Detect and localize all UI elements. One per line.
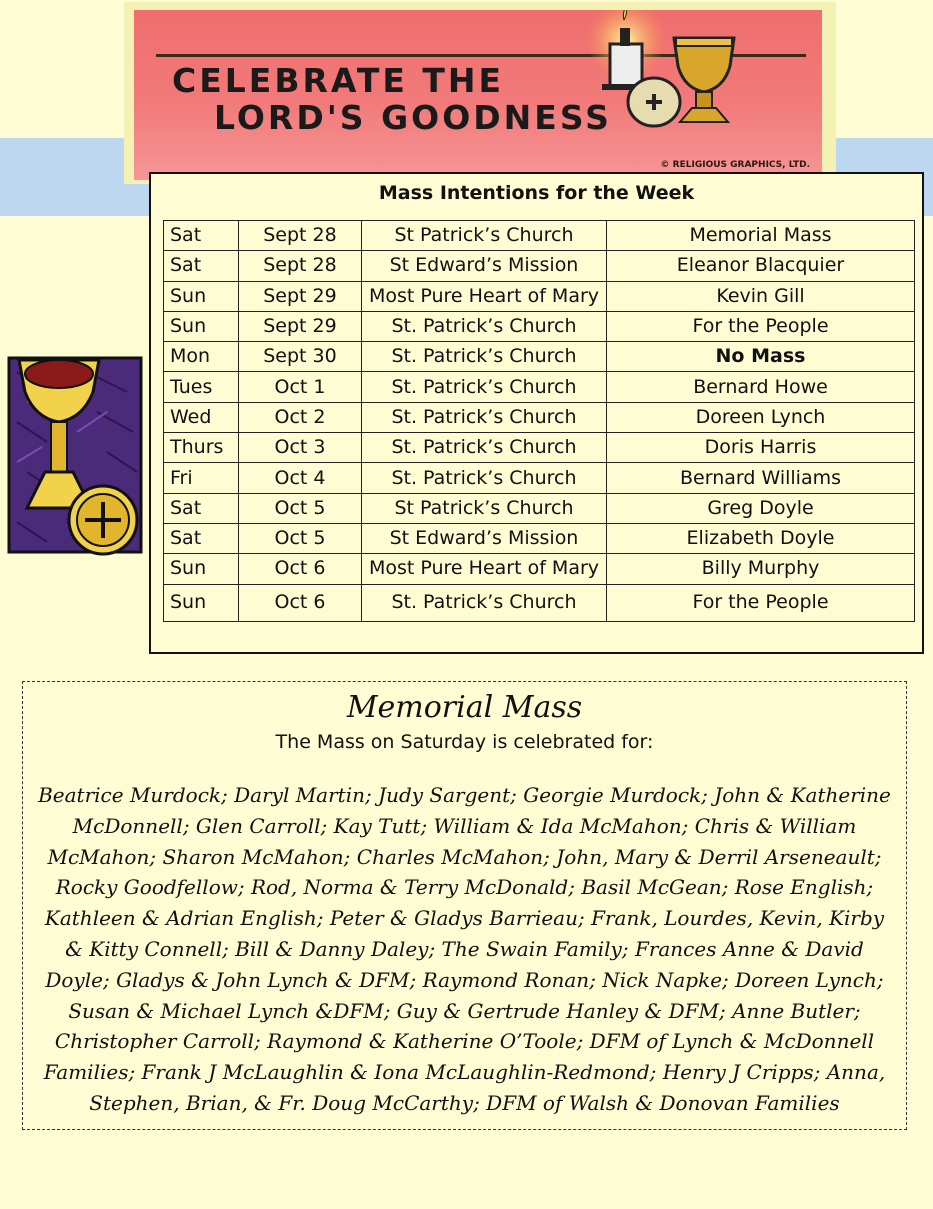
church-cell: St Patrick’s Church	[362, 493, 607, 523]
intention-cell: Greg Doyle	[607, 493, 915, 523]
mass-intentions-title: Mass Intentions for the Week	[378, 182, 695, 204]
church-cell: St Edward’s Mission	[362, 251, 607, 281]
day-cell: Wed	[164, 402, 239, 432]
intention-cell: Eleanor Blacquier	[607, 251, 915, 281]
intention-cell: Memorial Mass	[607, 221, 915, 251]
church-cell: St. Patrick’s Church	[362, 342, 607, 372]
memorial-names: Beatrice Murdock; Daryl Martin; Judy Sargent; Georgie Murdock; John & Katherine McDonnell; Glen Carroll; Kay Tutt; William & Ida McMahon; Chris & William McMahon; Sharon McMahon; Charles McMahon; John, Mary & Derril Arseneault; Rocky Goodfellow; Rod, Norma & Terry McDonald; Basil McGean; Rose English; Kathleen & Adrian English; Peter & Gladys Barrieau; Frank, Lourdes, Kevin, Kirby & Kitty Connell; Bill & Danny Daley; The Swain Family; Frances Anne & David Doyle; Gladys & John Lynch & DFM; Raymond Ronan; Nick Napke; Doreen Lynch; Susan & Michael Lynch &DFM; Guy & Gertrude Hanley & DFM; Anne Butler; Christopher Carroll; Raymond & Katherine O’Toole; DFM of Lynch & McDonnell Families; Frank J McLaughlin & Iona McLaughlin-Redmond; Henry J Cripps; Anna, Stephen, Brian, & Fr. Doug McCarthy; DFM of Walsh & Donovan Families	[38, 783, 891, 1115]
intention-cell: No Mass	[607, 342, 915, 372]
day-cell: Sat	[164, 493, 239, 523]
day-cell: Sun	[164, 584, 239, 621]
memorial-heading: Memorial Mass	[346, 690, 583, 725]
date-cell: Sept 28	[239, 251, 362, 281]
intention-cell: For the People	[607, 311, 915, 341]
table-row	[164, 251, 915, 281]
banner-title	[172, 62, 642, 136]
intention-cell: Doris Harris	[607, 433, 915, 463]
church-cell: St. Patrick’s Church	[362, 372, 607, 402]
date-cell: Oct 5	[239, 493, 362, 523]
intention-cell: Kevin Gill	[607, 281, 915, 311]
table-row	[164, 433, 915, 463]
church-cell: St. Patrick’s Church	[362, 311, 607, 341]
date-cell: Sept 29	[239, 311, 362, 341]
table-row	[164, 523, 915, 553]
church-cell: St. Patrick’s Church	[362, 584, 607, 621]
day-cell: Sun	[164, 554, 239, 584]
church-cell: St Edward’s Mission	[362, 523, 607, 553]
day-cell: Mon	[164, 342, 239, 372]
date-cell: Oct 5	[239, 523, 362, 553]
day-cell: Tues	[164, 372, 239, 402]
church-cell: St Patrick’s Church	[362, 221, 607, 251]
mass-intentions-box	[149, 172, 924, 654]
day-cell: Sat	[164, 221, 239, 251]
table-row	[164, 372, 915, 402]
day-cell: Sun	[164, 281, 239, 311]
banner-credit: © RELIGIOUS GRAPHICS, LTD.	[660, 160, 810, 170]
chalice-host-icon	[7, 352, 143, 566]
date-cell: Sept 29	[239, 281, 362, 311]
table-row	[164, 342, 915, 372]
table-row	[164, 584, 915, 621]
church-cell: St. Patrick’s Church	[362, 402, 607, 432]
church-cell: Most Pure Heart of Mary	[362, 281, 607, 311]
intention-cell: For the People	[607, 584, 915, 621]
banner	[134, 10, 822, 180]
date-cell: Sept 28	[239, 221, 362, 251]
banner-title-line2: LORD'S GOODNESS	[214, 98, 612, 137]
table-row	[164, 463, 915, 493]
table-row	[164, 402, 915, 432]
date-cell: Oct 3	[239, 433, 362, 463]
day-cell: Sun	[164, 311, 239, 341]
date-cell: Oct 6	[239, 554, 362, 584]
intention-cell: Bernard Howe	[607, 372, 915, 402]
intention-cell: Billy Murphy	[607, 554, 915, 584]
banner-title-line1: CELEBRATE THE	[172, 61, 505, 100]
day-cell: Fri	[164, 463, 239, 493]
mass-intentions-table	[163, 220, 915, 622]
church-cell: St. Patrick’s Church	[362, 433, 607, 463]
table-row	[164, 311, 915, 341]
day-cell: Sat	[164, 251, 239, 281]
date-cell: Oct 1	[239, 372, 362, 402]
date-cell: Sept 30	[239, 342, 362, 372]
intention-cell: Doreen Lynch	[607, 402, 915, 432]
table-row	[164, 221, 915, 251]
date-cell: Oct 6	[239, 584, 362, 621]
table-row	[164, 281, 915, 311]
memorial-mass-box	[22, 681, 907, 1130]
memorial-subheading: The Mass on Saturday is celebrated for:	[275, 731, 654, 753]
date-cell: Oct 4	[239, 463, 362, 493]
intention-cell: Elizabeth Doyle	[607, 523, 915, 553]
church-cell: Most Pure Heart of Mary	[362, 554, 607, 584]
day-cell: Sat	[164, 523, 239, 553]
table-row	[164, 493, 915, 523]
day-cell: Thurs	[164, 433, 239, 463]
intention-cell: Bernard Williams	[607, 463, 915, 493]
candle-chalice-host-icon	[584, 10, 822, 160]
table-row	[164, 554, 915, 584]
date-cell: Oct 2	[239, 402, 362, 432]
church-cell: St. Patrick’s Church	[362, 463, 607, 493]
